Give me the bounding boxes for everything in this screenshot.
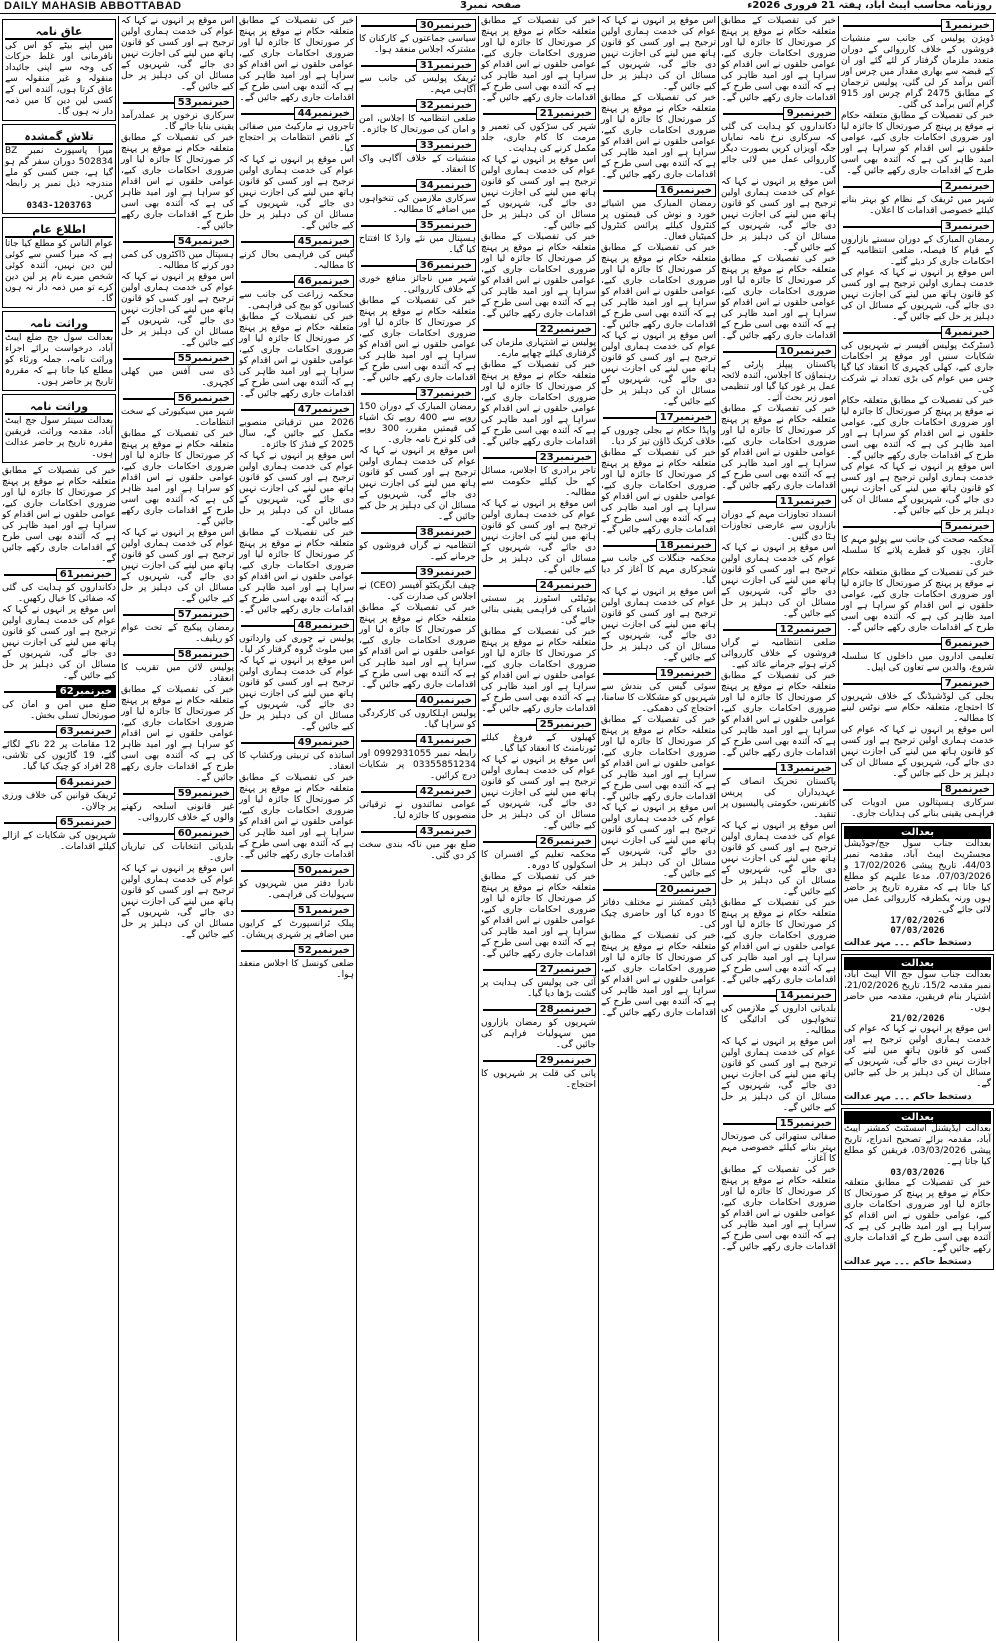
news-number-label: خبرنمبر3: [941, 220, 994, 233]
news-text: اس موقع پر انہوں نے کہا کہ عوام کی خدمت ہماری اولین ترجیح ہے اور کسی کو قانون ہاتھ میں لینے کی اجازت نہیں دی جائے گی، شہریوں کے مسائل ان کی دہلیز پر حل کیے جائیں گے۔: [239, 451, 354, 527]
news-text: اس موقع پر انہوں نے کہا کہ عوام کی خدمت ہماری اولین ترجیح ہے اور کسی کو قانون ہاتھ میں لینے کی اجازت نہیں دی جائے گی، شہریوں کے مسائل ان کی دہلیز پر حل کیے جائیں گے۔: [481, 155, 596, 231]
news-text: اس موقع پر انہوں نے کہا کہ عوام کی خدمت ہماری اولین ترجیح ہے اور کسی کو قانون ہاتھ میں لینے کی اجازت نہیں دی جائے گی، شہریوں کے مسائل ان کی دہلیز پر حل کیے جائیں گے۔: [481, 499, 596, 575]
news-item: [721, 106, 836, 342]
news-text: پولیس اہلکاروں کی کارکردگی کو سراہا گیا۔: [359, 709, 476, 730]
notice-text: میں اپنے بیٹے کو اس کی نافرمانی اور غلط حرکات کی وجہ سے اپنی جائیداد منقولہ و غیر منقولہ سے عاق کرتا ہوں، آئندہ اس کے کسی لین دین کا میں ذمہ دار نہ ہوں گا۔: [5, 41, 113, 117]
news-text: خبر کی تفصیلات کے مطابق متعلقہ حکام نے موقع پر پہنچ کر صورتحال کا جائزہ لیا اور ضروری احکامات جاری کیے، عوامی حلقوں نے اس اقدام کو سراہا ہے اور امید ظاہر کی ہے کہ آئندہ بھی اسی طرح کے اقدامات جاری رکھے جائیں گے۔: [721, 254, 836, 341]
news-text: آئی جی پولیس کی ہدایت پر گشت بڑھا دیا گیا۔: [481, 978, 596, 999]
news-item: [481, 1053, 596, 1091]
notice-title: اطلاع عام: [5, 223, 113, 238]
news-text: گیس کی فراہمی بحال کرنے کا مطالبہ۔: [239, 250, 354, 271]
news-text: 2026 میں ترقیاتی منصوبے مکمل کیے جائیں گے، سال 2025 کے فنڈز کا جائزہ۔: [239, 418, 354, 450]
news-text: اس موقع پر انہوں نے کہا کہ عوام کی خدمت ہماری اولین ترجیح ہے اور کسی کو قانون ہاتھ میں لینے کی اجازت نہیں دی جائے گی، شہریوں کے مسائل ان کی دہلیز پر حل کیے جائیں گے۔: [721, 543, 836, 619]
news-text: سرکاری نرخوں پر عملدرآمد یقینی بنایا جائے گا۔: [121, 111, 234, 132]
news-text: اس موقع پر انہوں نے کہا کہ عوام کی خدمت ہماری اولین ترجیح ہے اور کسی کو قانون ہاتھ میں لینے کی اجازت نہیں دی جائے گی، شہریوں کے مسائل ان کی دہلیز پر حل کیے جائیں گے۔: [721, 177, 836, 253]
news-number-label: خبرنمبر21: [536, 107, 596, 120]
news-number-label: خبرنمبر29: [536, 1054, 596, 1067]
news-text: خبر کی تفصیلات کے مطابق متعلقہ حکام نے موقع پر پہنچ کر صورتحال کا جائزہ لیا اور ضروری احکامات جاری کیے، عوامی حلقوں نے اس اقدام کو سراہا ہے اور امید ظاہر کی ہے کہ آئندہ بھی اسی طرح کے اقدامات جاری رکھے جائیں گے۔: [481, 360, 596, 447]
news-number-label: خبرنمبر36: [416, 259, 476, 272]
court-notice-text: اس موقع پر انہوں نے کہا کہ عوام کی خدمت ہماری اولین ترجیح ہے اور کسی کو قانون ہاتھ میں لینے کی اجازت نہیں دی جائے گی، شہریوں کے مسائل ان کی دہلیز پر حل کیے جائیں گے۔: [844, 1024, 991, 1089]
notice-text: میرا پاسپورٹ نمبر BZ 502834 دوران سفر گم ہو گیا ہے، جس کسی کو ملے مندرجہ ذیل نمبر پر رابطہ کریں۔: [5, 146, 113, 200]
news-text: خبر کی تفصیلات کے مطابق متعلقہ حکام نے موقع پر پہنچ کر صورتحال کا جائزہ لیا اور ضروری احکامات جاری کیے، عوامی حلقوں نے اس اقدام کو سراہا ہے اور امید ظاہر کی ہے کہ آئندہ بھی اسی طرح کے اقدامات جاری رکھے جائیں گے۔: [239, 312, 354, 399]
notice-text: عوام الناس کو مطلع کیا جاتا ہے کہ میرا کسی سے کوئی لین دین نہیں، آئندہ کوئی شخص میرے نام پر لین دین کرے تو میں ذمہ دار نہ ہوں گا۔: [5, 239, 113, 304]
news-text: پبلک ٹرانسپورٹ کے کرایوں میں اضافے پر شہری پریشان۔: [239, 919, 354, 940]
news-number-label: خبرنمبر43: [416, 825, 476, 838]
news-item: [359, 178, 476, 216]
news-item: [2, 724, 116, 773]
news-number-label: خبرنمبر64: [56, 776, 116, 789]
news-number-label: خبرنمبر7: [941, 677, 994, 690]
news-item: [359, 258, 476, 384]
news-number-label: خبرنمبر33: [416, 139, 476, 152]
news-text: خبر کی تفصیلات کے مطابق متعلقہ حکام نے موقع پر پہنچ کر صورتحال کا جائزہ لیا اور ضروری احکامات جاری کیے، عوامی حلقوں نے اس اقدام کو سراہا ہے اور امید ظاہر کی ہے کہ آئندہ بھی اسی طرح کے اقدامات جاری رکھے جائیں گے۔: [481, 627, 596, 714]
news-text: سرکاری ملازمین کی تنخواہوں میں اضافے کا مطالبہ۔: [359, 194, 476, 215]
news-item: [721, 622, 836, 759]
news-item: [481, 450, 596, 576]
news-text: اس موقع پر انہوں نے کہا کہ عوام کی خدمت ہماری اولین ترجیح ہے اور کسی کو قانون ہاتھ میں لینے کی اجازت نہیں دی جائے گی، شہریوں کے مسائل ان کی دہلیز پر حل کیے جائیں گے۔: [2, 605, 116, 681]
classified-notice: [2, 19, 116, 121]
news-text: پانی کی قلت پر شہریوں کا احتجاج۔: [481, 1069, 596, 1090]
news-number-label: خبرنمبر12: [776, 623, 836, 636]
news-text: خبر کی تفصیلات کے مطابق متعلقہ حکام نے موقع پر پہنچ کر صورتحال کا جائزہ لیا اور ضروری احکامات جاری کیے، عوامی حلقوں نے اس اقدام کو سراہا ہے اور امید ظاہر کی ہے کہ آئندہ بھی اسی طرح کے اقدامات جاری رکھے جائیں گے۔: [121, 133, 234, 231]
dateline: روزنامہ محاسب ایبٹ آباد، ہفتہ 21 فروری 2026ء: [747, 0, 992, 11]
news-item: [239, 402, 354, 616]
news-text: پاکستان پیپلز پارٹی کے رہنماؤں کا اجلاس، آئندہ لائحہ عمل پر غور کیا گیا اور تنظیمی امور زیر بحث آئے۔: [721, 360, 836, 403]
hearing-date: 21/02/2026: [890, 1014, 945, 1024]
news-number-label: خبرنمبر32: [416, 99, 476, 112]
news-number-label: خبرنمبر27: [536, 963, 596, 976]
news-number-label: خبرنمبر53: [174, 96, 234, 109]
news-number-label: خبرنمبر23: [536, 451, 596, 464]
notice-title: وراثت نامہ: [5, 317, 113, 332]
news-text: اس موقع پر انہوں نے کہا کہ عوام کی خدمت ہماری اولین ترجیح ہے اور کسی کو قانون ہاتھ میں لینے کی اجازت نہیں دی جائے گی، شہریوں کے مسائل ان کی دہلیز پر حل کیے جائیں گے۔: [121, 864, 234, 940]
news-text: پاکستان تحریک انصاف کے عہدیداران کی پریس کانفرنس، حکومتی پالیسیوں پر تنقید۔: [721, 777, 836, 820]
news-item: [601, 183, 716, 408]
news-text: رمضان پیکیج کے تحت عوام کو ریلیف۔: [121, 623, 234, 644]
news-text: شہر میں ناجائز منافع خوری کے خلاف کارروائی۔: [359, 274, 476, 295]
news-text: سرکاری ہسپتالوں میں ادویات کی فراہمی یقینی بنانے کی ہدایات جاری۔: [841, 798, 994, 819]
news-number-label: خبرنمبر48: [294, 619, 354, 632]
news-item: [841, 519, 994, 634]
news-number-label: خبرنمبر35: [416, 219, 476, 232]
news-number-label: خبرنمبر18: [656, 539, 716, 552]
news-text: خبر کی تفصیلات کے مطابق متعلقہ حکام نے موقع پر پہنچ کر صورتحال کا جائزہ لیا اور ضروری احکامات جاری کیے، عوامی حلقوں نے اس اقدام کو سراہا ہے اور امید ظاہر کی ہے کہ آئندہ بھی اسی طرح کے اقدامات جاری رکھے جائیں گے۔: [359, 296, 476, 383]
news-item: [359, 386, 476, 523]
news-number-label: خبرنمبر13: [776, 762, 836, 775]
news-number-label: خبرنمبر2: [941, 180, 994, 193]
news-number-label: خبرنمبر24: [536, 579, 596, 592]
column-1: [0, 16, 118, 1641]
news-text: خبر کی تفصیلات کے مطابق متعلقہ حکام نے موقع پر پہنچ کر صورتحال کا جائزہ لیا اور ضروری احکامات جاری کیے، عوامی حلقوں نے اس اقدام کو سراہا ہے اور امید ظاہر کی ہے کہ آئندہ بھی اسی طرح کے اقدامات جاری رکھے جائیں گے۔: [841, 568, 994, 633]
news-number-label: خبرنمبر59: [174, 787, 234, 800]
news-item: [359, 824, 476, 862]
news-item: [121, 351, 234, 389]
news-number-label: خبرنمبر55: [174, 352, 234, 365]
news-text: ضلعی انتظامیہ نے گراں فروشوں کے خلاف کارروائی کرتے ہوئے جرمانے عائد کیے۔: [721, 638, 836, 670]
court-notice-text: بعدالت جناب سول جج/جوڈیشل مجسٹریٹ ایبٹ آباد، مقدمہ نمبر 44/03، تاریخ پیشی 17/02/2026 و 07/03/2026، مدعا علیہم کو مطلع کیا جاتا ہے کہ مقررہ تاریخ پر حاضر ہوں ورنہ یکطرفہ کارروائی عمل میں لائی جائے گی۔: [844, 839, 991, 915]
paper-name: DAILY MAHASIB ABBOTTABAD: [4, 0, 182, 12]
news-text: خبر کی تفصیلات کے مطابق متعلقہ حکام نے موقع پر پہنچ کر صورتحال کا جائزہ لیا اور ضروری احکامات جاری کیے، عوامی حلقوں نے اس اقدام کو سراہا ہے اور امید ظاہر کی ہے کہ آئندہ بھی اسی طرح کے اقدامات جاری رکھے جائیں گے۔: [721, 16, 836, 103]
news-text: خبر کی تفصیلات کے مطابق متعلقہ حکام نے موقع پر پہنچ کر صورتحال کا جائزہ لیا اور ضروری احکامات جاری کیے، عوامی حلقوں نے اس اقدام کو سراہا ہے اور امید ظاہر کی ہے کہ آئندہ بھی اسی طرح کے اقدامات جاری رکھے جائیں گے۔: [721, 671, 836, 758]
news-text: ٹریفک قوانین کی خلاف ورزی پر چالان۔: [2, 791, 116, 812]
news-text: اس موقع پر انہوں نے کہا کہ عوام کی خدمت ہماری اولین ترجیح ہے اور کسی کو قانون ہاتھ میں لینے کی اجازت نہیں دی جائے گی، شہریوں کے مسائل ان کی دہلیز پر حل کیے جائیں گے۔: [239, 155, 354, 231]
news-item: [121, 234, 234, 349]
notice-title: تلاش گمشدہ: [5, 130, 113, 145]
news-text: عوامی نمائندوں نے ترقیاتی منصوبوں کا جائزہ لیا۔: [359, 800, 476, 821]
news-number-label: خبرنمبر52: [294, 944, 354, 957]
hearing-date: 03/03/2026: [890, 1168, 945, 1178]
news-text: خبر کی تفصیلات کے مطابق متعلقہ حکام نے موقع پر پہنچ کر صورتحال کا جائزہ لیا اور ضروری احکامات جاری کیے، عوامی حلقوں نے اس اقدام کو سراہا ہے اور امید ظاہر کی ہے کہ آئندہ بھی اسی طرح کے اقدامات جاری رکھے جائیں گے۔: [601, 243, 716, 330]
news-number-label: خبرنمبر6: [941, 637, 994, 650]
news-item: [841, 179, 994, 217]
news-text: خبر کی تفصیلات کے مطابق متعلقہ حکام نے موقع پر پہنچ کر صورتحال کا جائزہ لیا اور ضروری احکامات جاری کیے، عوامی حلقوں نے اس اقدام کو سراہا ہے اور امید ظاہر کی ہے کہ آئندہ بھی اسی طرح کے اقدامات جاری رکھے جائیں گے۔: [841, 111, 994, 176]
news-number-label: خبرنمبر25: [536, 718, 596, 731]
news-item: [601, 882, 716, 1019]
notice-title: وراثت نامہ: [5, 400, 113, 415]
news-number-label: خبرنمبر5: [941, 520, 994, 533]
news-item: [239, 274, 354, 400]
news-text: ڈویژن پولیس کی جانب سے منشیات فروشوں کے خلاف کارروائی کے دوران متعدد ملزمان گرفتار کر لئے گئے اور ان کے قبضہ سے بھاری مقدار میں چرس اور آئس برآمد کر لی گئی، پولیس ترجمان کے مطابق 2475 گرام چرس اور 915 گرام آئس برآمد کی گئی۔: [841, 34, 994, 110]
news-number-label: خبرنمبر50: [294, 864, 354, 877]
news-item: [601, 666, 716, 880]
news-number-label: خبرنمبر34: [416, 179, 476, 192]
court-signature: دستخط حاکم ۔۔۔ مہر عدالت: [844, 938, 972, 948]
court-notice-header: بعدالت: [844, 1111, 991, 1124]
court-notice: [841, 954, 994, 1105]
news-item: [359, 733, 476, 782]
news-number-label: خبرنمبر8: [941, 783, 994, 796]
classified-notice: [2, 311, 116, 391]
notice-text: بعدالت سول جج ضلع ایبٹ آباد، درخواست برائے اجراء وراثت نامہ، جملہ ورثاء کو مطلع کیا جاتا ہے کہ مقررہ تاریخ پر حاضر ہوں۔: [5, 333, 113, 387]
news-text: اس موقع پر انہوں نے کہا کہ عوام کی خدمت ہماری اولین ترجیح ہے اور کسی کو قانون ہاتھ میں لینے کی اجازت نہیں دی جائے گی، شہریوں کے مسائل ان کی دہلیز پر حل کیے جائیں گے۔: [841, 268, 994, 322]
news-text: پولیس نے چوری کی وارداتوں میں ملوث گروہ گرفتار کر لیا۔: [239, 634, 354, 655]
news-item: [481, 717, 596, 832]
news-number-label: خبرنمبر15: [776, 1117, 836, 1130]
court-notice-header: بعدالت: [844, 957, 991, 970]
news-text: ضلعی کونسل کا اجلاس منعقد ہوا۔: [239, 959, 354, 980]
news-text: اس موقع پر انہوں نے کہا کہ عوام کی خدمت ہماری اولین ترجیح ہے اور کسی کو قانون ہاتھ میں لینے کی اجازت نہیں دی جائے گی، شہریوں کے مسائل ان کی دہلیز پر حل کیے جائیں گے۔: [121, 272, 234, 348]
news-text: اس موقع پر انہوں نے کہا کہ عوام کی خدمت ہماری اولین ترجیح ہے اور کسی کو قانون ہاتھ میں لینے کی اجازت نہیں دی جائے گی، شہریوں کے مسائل ان کی دہلیز پر حل کیے جائیں گے۔: [601, 803, 716, 879]
news-number-label: خبرنمبر61: [56, 568, 116, 581]
news-text: سوئی گیس کی بندش سے شہریوں کو مشکلات کا سامنا، احتجاج کی دھمکی۔: [601, 682, 716, 714]
news-text: ضلع بھر میں ناکہ بندی سخت کر دی گئی۔: [359, 840, 476, 861]
news-number-label: خبرنمبر20: [656, 883, 716, 896]
news-item: [721, 494, 836, 620]
news-item: [359, 58, 476, 96]
news-text: 12 مقامات پر 22 ناکے لگائے گئے، 19 گاڑیوں کی تلاشی، 28 افراد کو چیک کیا گیا۔: [2, 740, 117, 772]
news-text: خبر کی تفصیلات کے مطابق متعلقہ حکام نے موقع پر پہنچ کر صورتحال کا جائزہ لیا اور ضروری احکامات جاری کیے، عوامی حلقوں نے اس اقدام کو سراہا ہے اور امید ظاہر کی ہے کہ آئندہ بھی اسی طرح کے اقدامات جاری رکھے جائیں گے۔: [239, 528, 354, 615]
news-number-label: خبرنمبر37: [416, 387, 476, 400]
court-notice-text: بعدالت ایڈیشنل اسسٹنٹ کمشنر ایبٹ آباد، مقدمہ برائے تصحیح اندراج، تاریخ پیشی 03/03/2026، فریقین کو مطلع کیا جاتا ہے۔: [844, 1124, 991, 1167]
news-text: خبر کی تفصیلات کے مطابق متعلقہ حکام نے موقع پر پہنچ کر صورتحال کا جائزہ لیا اور ضروری احکامات جاری کیے، عوامی حلقوں نے اس اقدام کو سراہا ہے اور امید ظاہر کی ہے کہ آئندہ بھی اسی طرح کے اقدامات جاری رکھے جائیں گے۔: [601, 448, 716, 535]
news-item: [721, 344, 836, 492]
news-number-label: خبرنمبر60: [174, 827, 234, 840]
news-item: [2, 567, 116, 682]
masthead: [0, 0, 996, 14]
notice-text: بعدالت سینئر سول جج ایبٹ آباد، مقدمہ وراثت، فریقین مقررہ تاریخ پر حاضر عدالت ہوں۔: [5, 416, 113, 459]
court-signature: دستخط حاکم ۔۔۔ مہر عدالت: [844, 1257, 972, 1267]
news-item: [841, 782, 994, 820]
news-item: [121, 391, 234, 605]
news-text: خبر کی تفصیلات کے مطابق متعلقہ حکام نے موقع پر پہنچ کر صورتحال کا جائزہ لیا اور ضروری احکامات جاری کیے، عوامی حلقوں نے اس اقدام کو سراہا ہے اور امید ظاہر کی ہے کہ آئندہ بھی اسی طرح کے اقدامات جاری رکھے جائیں گے۔: [2, 466, 116, 564]
news-item: [239, 618, 354, 733]
news-item: [359, 98, 476, 136]
news-text: خبر کی تفصیلات کے مطابق متعلقہ حکام نے موقع پر پہنچ کر صورتحال کا جائزہ لیا اور ضروری احکامات جاری کیے، عوامی حلقوں نے اس اقدام کو سراہا ہے اور امید ظاہر کی ہے کہ آئندہ بھی اسی طرح کے اقدامات جاری رکھے جائیں گے۔: [721, 1165, 836, 1252]
news-item: [121, 647, 234, 784]
news-item: [239, 735, 354, 861]
news-number-label: خبرنمبر41: [416, 734, 476, 747]
news-item: [841, 636, 994, 674]
news-text: ضلعی انتظامیہ کا اجلاس، امن و امان کی صورتحال کا جائزہ۔: [359, 114, 476, 135]
news-item: [239, 863, 354, 901]
news-item: [239, 234, 354, 272]
news-item: [841, 18, 994, 177]
news-text: رمضان المبارک کے دوران 150 روپے سے 400 روپے تک اشیاء کی قیمتیں مقرر، 300 روپے فی کلو نرخ نامہ جاری۔: [359, 402, 476, 445]
news-text: انتظامیہ نے گراں فروشوں کو جرمانے کیے۔: [359, 541, 476, 562]
news-number-label: خبرنمبر54: [174, 235, 234, 248]
news-number-label: خبرنمبر30: [416, 19, 476, 32]
news-text: خبر کی تفصیلات کے مطابق متعلقہ حکام نے موقع پر پہنچ کر صورتحال کا جائزہ لیا اور ضروری احکامات جاری کیے، عوامی حلقوں نے اس اقدام کو سراہا ہے اور امید ظاہر کی ہے کہ آئندہ بھی اسی طرح کے اقدامات جاری رکھے جائیں گے۔: [481, 872, 596, 959]
news-item: [721, 988, 836, 1114]
news-item: [841, 676, 994, 780]
column-2: [118, 16, 236, 1641]
news-text: اس موقع پر انہوں نے کہا کہ عوام کی خدمت ہماری اولین ترجیح ہے اور کسی کو قانون ہاتھ میں لینے کی اجازت نہیں دی جائے گی، شہریوں کے مسائل ان کی دہلیز پر حل کیے جائیں گے۔: [721, 821, 836, 897]
news-text: ہسپتال میں نئے وارڈ کا افتتاح کیا گیا۔: [359, 234, 476, 255]
news-text: اس موقع پر انہوں نے کہا کہ عوام کی خدمت ہماری اولین ترجیح ہے اور کسی کو قانون ہاتھ میں لینے کی اجازت نہیں دی جائے گی، شہریوں کے مسائل ان کی دہلیز پر حل کیے جائیں گے۔: [239, 656, 354, 732]
news-text: شہریوں کی شکایات کے ازالے کیلئے اقدامات۔: [2, 831, 116, 852]
news-text: اس موقع پر انہوں نے کہا کہ عوام کی خدمت ہماری اولین ترجیح ہے اور کسی کو قانون ہاتھ میں لینے کی اجازت نہیں دی جائے گی، شہریوں کے مسائل ان کی دہلیز پر حل کیے جائیں گے۔: [841, 725, 994, 779]
classified-notice: [2, 217, 116, 308]
column-4: [356, 16, 478, 1641]
news-text: خبر کی تفصیلات کے مطابق متعلقہ حکام نے موقع پر پہنچ کر صورتحال کا جائزہ لیا اور ضروری احکامات جاری کیے، عوامی حلقوں نے اس اقدام کو سراہا ہے اور امید ظاہر کی ہے کہ آئندہ بھی اسی طرح کے اقدامات جاری رکھے جائیں گے۔: [721, 404, 836, 491]
news-text: خبر کی تفصیلات کے مطابق متعلقہ حکام نے موقع پر پہنچ کر صورتحال کا جائزہ لیا اور ضروری احکامات جاری کیے، عوامی حلقوں نے اس اقدام کو سراہا ہے اور امید ظاہر کی ہے کہ آئندہ بھی اسی طرح کے اقدامات جاری رکھے جائیں گے۔: [121, 685, 234, 783]
news-text: تعلیمی اداروں میں داخلوں کا سلسلہ شروع، والدین سے تعاون کی اپیل۔: [841, 652, 994, 673]
news-number-label: خبرنمبر39: [416, 566, 476, 579]
news-number-label: خبرنمبر14: [776, 989, 836, 1002]
news-text: ہسپتال میں ڈاکٹروں کی کمی دور کرنے کا مطالبہ۔: [121, 250, 234, 271]
news-text: دکانداروں کو ہدایت کی گئی کہ صفائی کا خیال رکھیں۔: [2, 583, 116, 604]
court-notice: [841, 823, 994, 951]
news-number-label: خبرنمبر58: [174, 648, 234, 661]
news-text: اس موقع پر انہوں نے کہا کہ عوام کی خدمت ہماری اولین ترجیح ہے اور کسی کو قانون ہاتھ میں لینے کی اجازت نہیں دی جائے گی، شہریوں کے مسائل ان کی دہلیز پر حل کیے جائیں گے۔: [121, 528, 234, 604]
news-text: دکانداروں کو ہدایت کی گئی کہ سرکاری نرخ نامہ نمایاں جگہ آویزاں کریں بصورت دیگر کارروائی عمل میں لائی جائے گی۔: [721, 122, 836, 176]
court-notice: [841, 1108, 994, 1270]
news-item: [359, 565, 476, 691]
news-text: خبر کی تفصیلات کے مطابق متعلقہ حکام نے موقع پر پہنچ کر صورتحال کا جائزہ لیا اور ضروری احکامات جاری کیے، عوامی حلقوں نے اس اقدام کو سراہا ہے اور امید ظاہر کی ہے کہ آئندہ بھی اسی طرح کے اقدامات جاری رکھے جائیں گے۔: [841, 396, 994, 461]
news-item: [481, 578, 596, 715]
news-text: بجلی کی لوڈشیڈنگ کے خلاف شہریوں کا احتجاج، متعلقہ حکام سے نوٹس لینے کا مطالبہ۔: [841, 692, 994, 724]
news-item: [2, 815, 116, 853]
news-number-label: خبرنمبر45: [294, 235, 354, 248]
phone-number: 0343-1203763: [26, 201, 92, 211]
news-text: شہر میں ٹریفک کے نظام کو بہتر بنانے کیلئے خصوصی اقدامات کا اعلان۔: [841, 195, 994, 216]
news-text: ڈی سی آفس میں کھلی کچہری۔: [121, 367, 234, 388]
news-item: [121, 95, 234, 232]
news-item: [2, 775, 116, 813]
news-text: محکمہ صحت کی جانب سے پولیو مہم کا آغاز، بچوں کو قطرے پلانے کا سلسلہ جاری۔: [840, 535, 994, 567]
news-item: [721, 1116, 836, 1253]
news-item: [601, 538, 716, 664]
hearing-date: 07/03/2026: [890, 926, 945, 936]
news-text: تاجروں نے مارکیٹ میں صفائی کے ناقص انتظامات پر احتجاج کیا۔: [239, 122, 354, 154]
news-number-label: خبرنمبر65: [56, 816, 116, 829]
column-8: [838, 16, 996, 1641]
news-text: محکمہ جنگلات کی جانب سے شجرکاری مہم کا آغاز کر دیا گیا۔: [601, 554, 716, 586]
news-number-label: خبرنمبر40: [416, 694, 476, 707]
news-item: [359, 693, 476, 731]
news-number-label: خبرنمبر11: [776, 495, 836, 508]
news-text: ضلع میں امن و امان کی صورتحال تسلی بخش۔: [2, 700, 116, 721]
news-text: خبر کی تفصیلات کے مطابق متعلقہ حکام نے موقع پر پہنچ کر صورتحال کا جائزہ لیا اور ضروری احکامات جاری کیے، عوامی حلقوں نے اس اقدام کو سراہا ہے اور امید ظاہر کی ہے کہ آئندہ بھی اسی طرح کے اقدامات جاری رکھے جائیں گے۔: [481, 16, 596, 103]
news-number-label: خبرنمبر62: [56, 685, 116, 698]
news-item: [239, 903, 354, 941]
news-number-label: خبرنمبر42: [416, 785, 476, 798]
news-number-label: خبرنمبر56: [174, 392, 234, 405]
news-text: سیاسی جماعتوں کے کارکنان کا مشترکہ اجلاس منعقد ہوا۔: [359, 34, 476, 55]
news-number-label: خبرنمبر31: [416, 59, 476, 72]
hearing-date: 17/02/2026: [890, 916, 945, 926]
news-text: خبر کی تفصیلات کے مطابق متعلقہ حکام نے موقع پر پہنچ کر صورتحال کا جائزہ لیا اور ضروری احکامات جاری کیے، عوامی حلقوں نے اس اقدام کو سراہا ہے اور امید ظاہر کی ہے کہ آئندہ بھی اسی طرح کے اقدامات جاری رکھے جائیں گے۔: [721, 898, 836, 985]
news-text: ڈسٹرکٹ پولیس آفیسر نے شہریوں کی شکایات سنیں اور موقع پر احکامات جاری کیے، کھلی کچہری کا انعقاد کیا گیا جس میں عوام کی بڑی تعداد نے شرکت کی۔: [841, 341, 994, 395]
news-item: [121, 826, 234, 941]
news-number-label: خبرنمبر49: [294, 736, 354, 749]
news-text: خبر کی تفصیلات کے مطابق متعلقہ حکام نے موقع پر پہنچ کر صورتحال کا جائزہ لیا اور ضروری احکامات جاری کیے، عوامی حلقوں نے اس اقدام کو سراہا ہے اور امید ظاہر کی ہے کہ آئندہ بھی اسی طرح کے اقدامات جاری رکھے جائیں گے۔: [359, 603, 476, 690]
news-number-label: خبرنمبر10: [776, 345, 836, 358]
column-3: [236, 16, 356, 1641]
news-text: اس موقع پر انہوں نے کہا کہ عوام کی خدمت ہماری اولین ترجیح ہے اور کسی کو قانون ہاتھ میں لینے کی اجازت نہیں دی جائے گی، شہریوں کے مسائل ان کی دہلیز پر حل کیے جائیں گے۔: [359, 446, 476, 522]
news-text: یوٹیلٹی اسٹورز پر سستی اشیاء کی فراہمی یقینی بنائی جائے گی۔: [481, 594, 596, 626]
news-number-label: خبرنمبر51: [294, 904, 354, 917]
news-number-label: خبرنمبر9: [783, 107, 836, 120]
news-text: خبر کی تفصیلات کے مطابق متعلقہ حکام نے موقع پر پہنچ کر صورتحال کا جائزہ لیا اور ضروری احکامات جاری کیے، عوامی حلقوں نے اس اقدام کو سراہا ہے اور امید ظاہر کی ہے کہ آئندہ بھی اسی طرح کے اقدامات جاری رکھے جائیں گے۔: [601, 715, 716, 802]
news-item: [841, 219, 994, 323]
news-number-label: خبرنمبر16: [656, 184, 716, 197]
news-item: [359, 18, 476, 56]
classified-notice: [2, 124, 116, 214]
news-text: اس موقع پر انہوں نے کہا کہ عوام کی خدمت ہماری اولین ترجیح ہے اور کسی کو قانون ہاتھ میں لینے کی اجازت نہیں دی جائے گی، شہریوں کے مسائل ان کی دہلیز پر حل کیے جائیں گے۔: [841, 462, 994, 516]
news-text: محکمہ تعلیم کے افسران کا اسکولوں کا دورہ۔: [481, 850, 596, 871]
news-text: رمضان المبارک میں اشیائے خورد و نوش کی قیمتوں پر کنٹرول کیلئے پرائس کنٹرول کمیٹیاں فعال۔: [601, 199, 716, 242]
notice-title: عاق نامہ: [5, 25, 113, 40]
news-item: [481, 962, 596, 1000]
court-notice-text: بعدالت جناب سول جج VII ایبٹ آباد، نمبر مقدمہ 15/2، تاریخ 21/02/2026، اشتہار بنام فریقین، مقدمہ میں حاضر ہوں۔: [844, 970, 991, 1013]
column-6: [598, 16, 718, 1641]
news-number-label: خبرنمبر28: [536, 1003, 596, 1016]
news-item: [239, 943, 354, 981]
news-text: خبر کی تفصیلات کے مطابق متعلقہ حکام نے موقع پر پہنچ کر صورتحال کا جائزہ لیا اور ضروری احکامات جاری کیے، عوامی حلقوں نے اس اقدام کو سراہا ہے اور امید ظاہر کی ہے کہ آئندہ بھی اسی طرح کے اقدامات جاری رکھے جائیں گے۔: [239, 773, 354, 860]
news-number-label: خبرنمبر1: [941, 19, 994, 32]
news-text: بلدیاتی انتخابات کی تیاریاں جاری۔: [121, 842, 234, 863]
news-text: اس موقع پر انہوں نے کہا کہ عوام کی خدمت ہماری اولین ترجیح ہے اور کسی کو قانون ہاتھ میں لینے کی اجازت نہیں دی جائے گی، شہریوں کے مسائل ان کی دہلیز پر حل کیے جائیں گے۔: [481, 755, 596, 831]
news-item: [481, 106, 596, 320]
news-text: رمضان المبارک کے دوران سستے بازاروں کے قیام کا فیصلہ، ضلعی انتظامیہ کے احکامات جاری کر دیئے گئے۔: [841, 235, 994, 267]
news-text: ٹریفک پولیس کی جانب سے آگاہی مہم۔: [359, 74, 476, 95]
news-item: [2, 684, 116, 722]
column-5: [478, 16, 598, 1641]
news-text: خبر کی تفصیلات کے مطابق متعلقہ حکام نے موقع پر پہنچ کر صورتحال کا جائزہ لیا اور ضروری احکامات جاری کیے، عوامی حلقوں نے اس اقدام کو سراہا ہے اور امید ظاہر کی ہے کہ آئندہ بھی اسی طرح کے اقدامات جاری رکھے جائیں گے۔: [481, 232, 596, 319]
news-item: [359, 138, 476, 176]
column-7: [718, 16, 838, 1641]
news-number-label: خبرنمبر22: [536, 323, 596, 336]
news-item: [721, 761, 836, 986]
news-item: [239, 106, 354, 232]
news-text: تاجر برادری کا اجلاس، مسائل کے حل کیلئے حکومت سے مطالبہ۔: [481, 466, 596, 498]
news-text: شہر میں سیکیورٹی کے سخت انتظامات۔: [121, 407, 234, 428]
news-item: [359, 784, 476, 822]
news-number-label: خبرنمبر26: [536, 835, 596, 848]
news-number-label: خبرنمبر38: [416, 526, 476, 539]
news-text: چیف ایگزیکٹو آفیسر (CEO) نے اجلاس کی صدارت کی۔: [359, 581, 477, 602]
news-text: بلدیاتی اداروں کے ملازمین کی تنخواہوں کی ادائیگی کا مطالبہ۔: [721, 1004, 836, 1036]
news-number-label: خبرنمبر44: [294, 107, 354, 120]
court-signature: دستخط حاکم ۔۔۔ مہر عدالت: [844, 1092, 972, 1102]
news-text: اس موقع پر انہوں نے کہا کہ عوام کی خدمت ہماری اولین ترجیح ہے اور کسی کو قانون ہاتھ میں لینے کی اجازت نہیں دی جائے گی، شہریوں کے مسائل ان کی دہلیز پر حل کیے جائیں گے۔: [721, 1037, 836, 1113]
news-item: [121, 607, 234, 645]
court-notice-text: خبر کی تفصیلات کے مطابق متعلقہ حکام نے موقع پر پہنچ کر صورتحال کا جائزہ لیا اور ضروری احکامات جاری کیے، عوامی حلقوں نے اس اقدام کو سراہا ہے اور امید ظاہر کی ہے کہ آئندہ بھی اسی طرح کے اقدامات جاری رکھے جائیں گے۔: [844, 1178, 991, 1254]
news-text: منشیات کے خلاف آگاہی واک کا انعقاد۔: [359, 154, 476, 175]
news-text: اساتذہ کی تربیتی ورکشاپ کا انعقاد۔: [239, 751, 354, 772]
news-text: رابطہ نمبر 0992931055 اور 03355851234 پر شکایات درج کرائیں۔: [359, 749, 476, 781]
news-item: [359, 525, 476, 563]
news-item: [121, 786, 234, 824]
news-text: اس موقع پر انہوں نے کہا کہ عوام کی خدمت ہماری اولین ترجیح ہے اور کسی کو قانون ہاتھ میں لینے کی اجازت نہیں دی جائے گی، شہریوں کے مسائل ان کی دہلیز پر حل کیے جائیں گے۔: [601, 331, 716, 407]
news-item: [359, 218, 476, 256]
classified-notice: [2, 394, 116, 463]
news-text: صفائی ستھرائی کی صورتحال بہتر بنانے کیلئے خصوصی مہم کا آغاز۔: [721, 1132, 836, 1164]
news-number-label: خبرنمبر47: [294, 403, 354, 416]
news-number-label: خبرنمبر46: [294, 275, 354, 288]
news-text: محکمہ زراعت کی جانب سے کسانوں کو بیج کی فراہمی۔: [239, 290, 354, 311]
news-text: اس موقع پر انہوں نے کہا کہ عوام کی خدمت ہماری اولین ترجیح ہے اور کسی کو قانون ہاتھ میں لینے کی اجازت نہیں دی جائے گی، شہریوں کے مسائل ان کی دہلیز پر حل کیے جائیں گے۔: [121, 16, 234, 92]
news-text: ڈپٹی کمشنر نے مختلف دفاتر کا دورہ کیا اور حاضری چیک کی۔: [601, 898, 716, 930]
news-item: [481, 322, 596, 448]
news-item: [841, 325, 994, 517]
news-text: خبر کی تفصیلات کے مطابق متعلقہ حکام نے موقع پر پہنچ کر صورتحال کا جائزہ لیا اور ضروری احکامات جاری کیے، عوامی حلقوں نے اس اقدام کو سراہا ہے اور امید ظاہر کی ہے کہ آئندہ بھی اسی طرح کے اقدامات جاری رکھے جائیں گے۔: [601, 931, 716, 1018]
news-text: اس موقع پر انہوں نے کہا کہ عوام کی خدمت ہماری اولین ترجیح ہے اور کسی کو قانون ہاتھ میں لینے کی اجازت نہیں دی جائے گی، شہریوں کے مسائل ان کی دہلیز پر حل کیے جائیں گے۔: [601, 16, 716, 92]
news-text: خبر کی تفصیلات کے مطابق متعلقہ حکام نے موقع پر پہنچ کر صورتحال کا جائزہ لیا اور ضروری احکامات جاری کیے، عوامی حلقوں نے اس اقدام کو سراہا ہے اور امید ظاہر کی ہے کہ آئندہ بھی اسی طرح کے اقدامات جاری رکھے جائیں گے۔: [239, 16, 354, 103]
news-number-label: خبرنمبر63: [56, 725, 116, 738]
news-text: غیر قانونی اسلحہ رکھنے والوں کے خلاف کارروائی۔: [121, 802, 234, 823]
news-item: [481, 1002, 596, 1051]
news-number-label: خبرنمبر19: [656, 667, 716, 680]
news-text: خبر کی تفصیلات کے مطابق متعلقہ حکام نے موقع پر پہنچ کر صورتحال کا جائزہ لیا اور ضروری احکامات جاری کیے، عوامی حلقوں نے اس اقدام کو سراہا ہے اور امید ظاہر کی ہے کہ آئندہ بھی اسی طرح کے اقدامات جاری رکھے جائیں گے۔: [121, 429, 234, 527]
news-text: انسداد تجاوزات مہم کے دوران بازاروں سے عارضی تجاوزات ہٹا دی گئیں۔: [721, 510, 836, 542]
news-text: شہر کی سڑکوں کی تعمیر و مرمت کا کام جاری، جلد مکمل کرنے کی ہدایت۔: [481, 122, 596, 154]
news-text: نادرا دفتر میں شہریوں کو سہولیات کی فراہمی۔: [239, 879, 354, 900]
news-number-label: خبرنمبر57: [174, 608, 234, 621]
court-notice-header: بعدالت: [844, 826, 991, 839]
news-number-label: خبرنمبر4: [941, 326, 994, 339]
news-text: اس موقع پر انہوں نے کہا کہ عوام کی خدمت ہماری اولین ترجیح ہے اور کسی کو قانون ہاتھ میں لینے کی اجازت نہیں دی جائے گی، شہریوں کے مسائل ان کی دہلیز پر حل کیے جائیں گے۔: [601, 587, 716, 663]
news-item: [601, 410, 716, 536]
news-text: خبر کی تفصیلات کے مطابق متعلقہ حکام نے موقع پر پہنچ کر صورتحال کا جائزہ لیا اور ضروری احکامات جاری کیے، عوامی حلقوں نے اس اقدام کو سراہا ہے اور امید ظاہر کی ہے کہ آئندہ بھی اسی طرح کے اقدامات جاری رکھے جائیں گے۔: [601, 93, 716, 180]
news-item: [481, 834, 596, 960]
news-text: پولیس لائن میں تقریب کا انعقاد۔: [121, 663, 234, 684]
news-number-label: خبرنمبر17: [656, 411, 716, 424]
page-number: صفحہ نمبر3: [460, 0, 522, 11]
news-text: شہریوں کو رمضان بازاروں میں سہولیات فراہم کی جائیں گی۔: [481, 1018, 596, 1050]
news-text: پولیس نے اشتہاری ملزمان کی گرفتاری کیلئے چھاپے مارے۔: [481, 338, 596, 359]
news-text: واپڈا حکام نے بجلی چوروں کے خلاف کریک ڈاؤن تیز کر دیا۔: [601, 426, 716, 447]
news-text: کھیلوں کے فروغ کیلئے ٹورنامنٹ کا انعقاد کیا گیا۔: [481, 733, 596, 754]
